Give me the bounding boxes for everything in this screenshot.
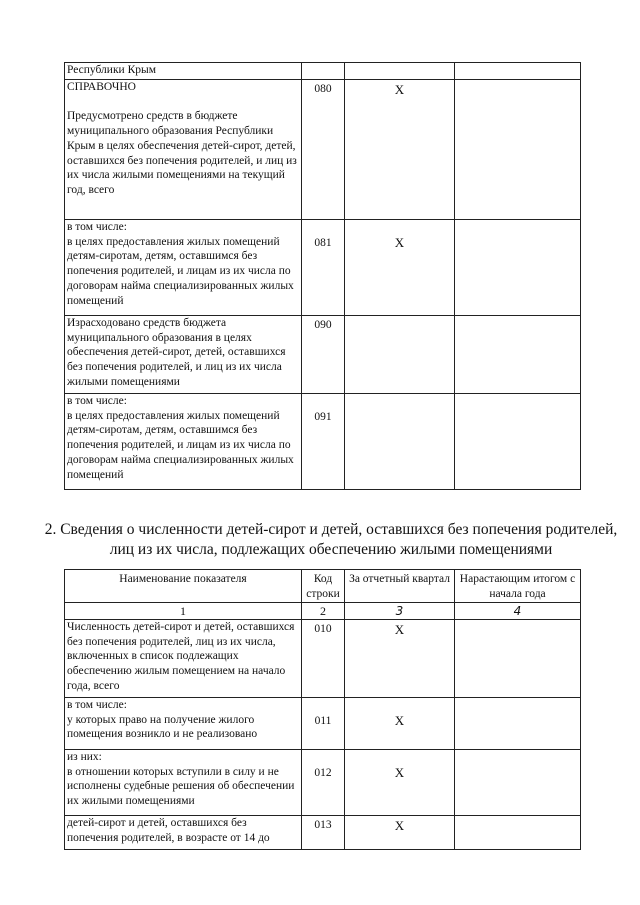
quarter-value-cell	[345, 63, 455, 80]
quarter-value-cell: X	[345, 750, 455, 816]
column-header-quarter: За отчетный квартал	[345, 570, 455, 603]
column-number: 2	[302, 603, 345, 620]
table-header-row	[65, 570, 581, 603]
table-row	[65, 620, 581, 698]
table-row	[65, 220, 581, 316]
cumulative-value-cell	[455, 750, 581, 816]
quarter-value-cell: X	[345, 816, 455, 850]
column-number: 1	[65, 603, 302, 620]
column-header-code: Код строки	[302, 570, 345, 603]
column-header-cumulative: Нарастающим итогом с начала года	[455, 570, 581, 603]
table-row	[65, 80, 581, 220]
row-code-cell: 080	[302, 80, 345, 220]
table-row	[65, 698, 581, 750]
funding-table	[64, 62, 581, 490]
table-row	[65, 316, 581, 394]
cumulative-value-cell	[455, 220, 581, 316]
indicator-name-cell: Республики Крым	[65, 63, 302, 80]
column-number: 3	[345, 603, 455, 620]
cumulative-value-cell	[455, 698, 581, 750]
indicator-name-cell: в том числе: в целях предоставления жилых помещений детям-сиротам, детям, оставшимся без попечения родителей, и лицам из их числа по договорам найма специализированных жилых помещений	[65, 394, 302, 490]
column-number-row	[65, 603, 581, 620]
cumulative-value-cell	[455, 394, 581, 490]
table-row	[65, 816, 581, 850]
table-row	[65, 394, 581, 490]
row-code-cell: 090	[302, 316, 345, 394]
quarter-value-cell: X	[345, 620, 455, 698]
row-code-cell: 012	[302, 750, 345, 816]
row-code-cell: 011	[302, 698, 345, 750]
section-title: 2. Сведения о численности детей-сирот и детей, оставшихся без попечения родителей, лиц из их числа, подлежащих обеспечению жилыми помещениями	[44, 521, 618, 558]
quarter-value-cell: X	[345, 698, 455, 750]
table-row	[65, 63, 581, 80]
row-code-cell: 091	[302, 394, 345, 490]
indicator-name-cell: детей-сирот и детей, оставшихся без попечения родителей, в возрасте от 14 до	[65, 816, 302, 850]
indicator-name-cell: Израсходовано средств бюджета муниципального образования в целях обеспечения детей-сирот, детей, оставшихся без попечения родителей, и лиц из их числа жилыми помещениями	[65, 316, 302, 394]
row-code-cell: 013	[302, 816, 345, 850]
cumulative-value-cell	[455, 316, 581, 394]
cumulative-value-cell	[455, 63, 581, 80]
row-code-cell: 081	[302, 220, 345, 316]
indicator-name-cell: Численность детей-сирот и детей, оставшихся без попечения родителей, лиц из их числа, включенных в список подлежащих обеспечению жилым помещением на начало года, всего	[65, 620, 302, 698]
indicator-name-cell: из них: в отношении которых вступили в силу и не исполнены судебные решения об обеспечении их жилыми помещениями	[65, 750, 302, 816]
table-row	[65, 750, 581, 816]
quarter-value-cell	[345, 316, 455, 394]
row-code-cell	[302, 63, 345, 80]
quarter-value-cell: X	[345, 220, 455, 316]
column-header-name: Наименование показателя	[65, 570, 302, 603]
quarter-value-cell: X	[345, 80, 455, 220]
column-number: 4	[455, 603, 581, 620]
indicator-name-cell: в том числе: в целях предоставления жилых помещений детям-сиротам, детям, оставшимся без попечения родителей, и лицам из их числа по договорам найма специализированных жилых помещений	[65, 220, 302, 316]
indicator-name-cell: в том числе: у которых право на получение жилого помещения возникло и не реализовано	[65, 698, 302, 750]
cumulative-value-cell	[455, 80, 581, 220]
cumulative-value-cell	[455, 816, 581, 850]
cumulative-value-cell	[455, 620, 581, 698]
children-count-table	[64, 569, 581, 850]
quarter-value-cell	[345, 394, 455, 490]
row-code-cell: 010	[302, 620, 345, 698]
indicator-name-cell: СПРАВОЧНО Предусмотрено средств в бюджете муниципального образования Республики Крым в целях обеспечения детей-сирот, детей, оставшихся без попечения родителей, и лиц из их числа жилыми помещениями на текущий год, всего	[65, 80, 302, 220]
